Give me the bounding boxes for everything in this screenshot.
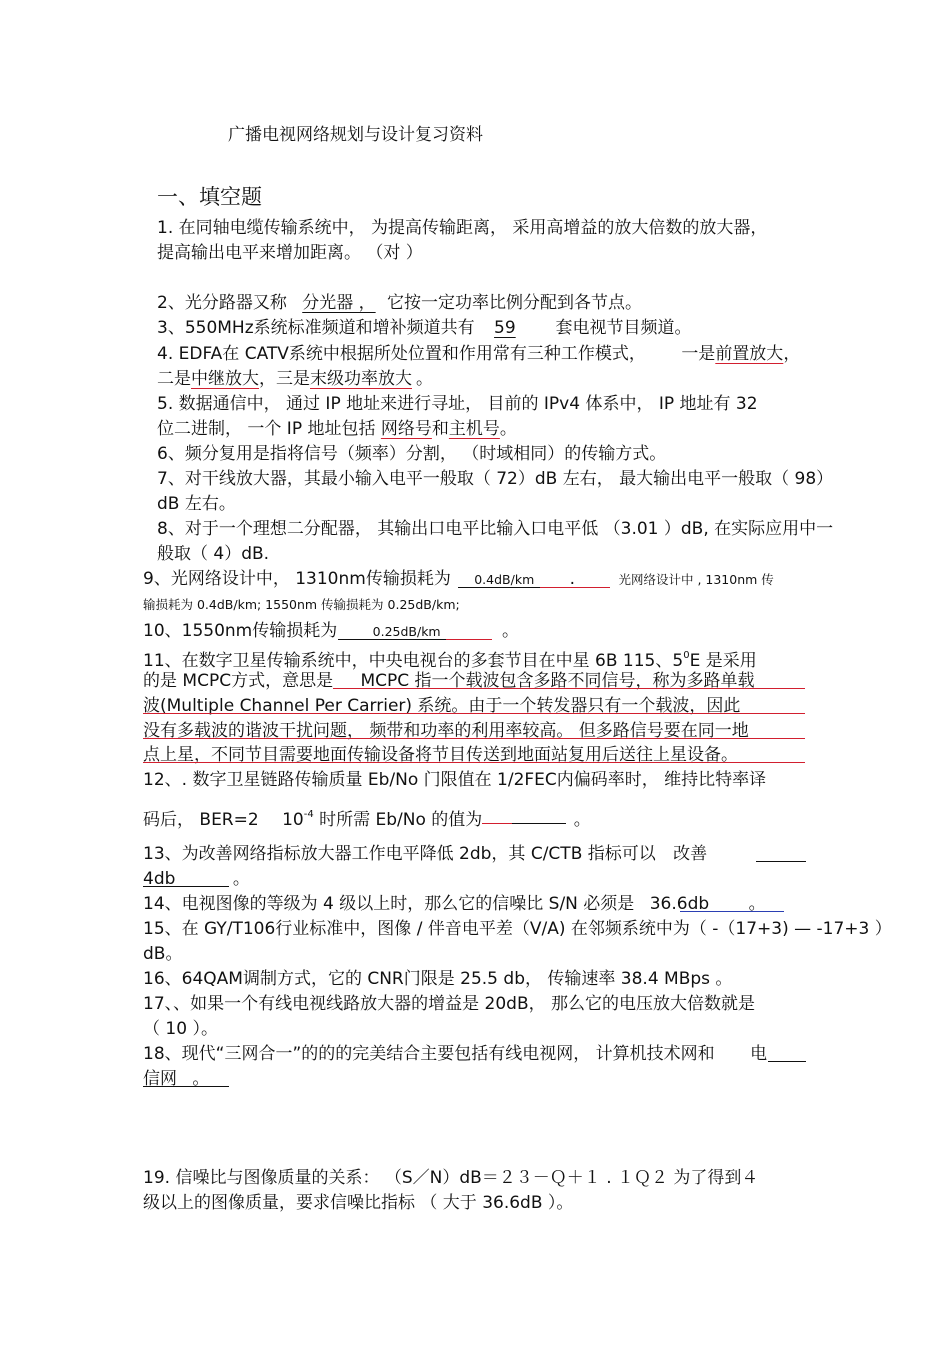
- q11-degree-sup: 0: [683, 650, 690, 661]
- q4-mode-2-label: 二是: [157, 369, 191, 389]
- q3-answer: 59: [494, 318, 516, 338]
- q11-line-4: 没有多载波的谐波干扰问题， 频带和功率的利用率较高。 但多路信号要在同一地: [143, 721, 749, 741]
- q2-line: [157, 292, 642, 314]
- q9-blank-underline: [458, 587, 540, 588]
- q4-answer-2: 中继放大: [191, 369, 259, 389]
- q14-prefix: 14、电视图像的等级为 4 级以上时，那么它的信噪比 S/N 必须是: [143, 894, 635, 914]
- q14-line: [143, 893, 766, 915]
- q11-line-1: [143, 645, 757, 672]
- q10-blank-underline: [338, 639, 446, 640]
- q11-underline-2: [143, 713, 805, 714]
- q16-line: 16、64QAM调制方式，它的 CNR门限是 25.5 db， 传输速率 38.4 MBps 。: [143, 969, 733, 989]
- q11-line-3: 波(Multiple Channel Per Carrier) 系统。由于一个转发器只有一个载波，因此: [143, 696, 741, 716]
- q3-line: [157, 317, 691, 339]
- q13-prefix: 13、为改善网络指标放大器工作电平降低 2db，其 C/CTB 指标可以: [143, 844, 656, 864]
- q9-note: 光网络设计中 , 1310nm 传: [618, 572, 774, 587]
- q3-suffix: 套电视节目频道。: [555, 318, 692, 338]
- q18-prefix: 18、现代“三网合一”的的的完美结合主要包括有线电视网， 计算机技术网和: [143, 1044, 715, 1064]
- q6-line: 6、频分复用是指将信号（频率）分割， （时域相同）的传输方式。: [157, 444, 667, 464]
- q15-line-2: dB。: [143, 944, 183, 964]
- q4-line-1: [157, 343, 800, 365]
- q4-line-2: [157, 368, 433, 390]
- q11-prefix: 的是 MCPC方式，意思是: [143, 671, 334, 691]
- q9-prefix: 9、光网络设计中， 1310nm传输损耗为: [143, 569, 451, 589]
- q5-line-2: [157, 418, 517, 440]
- q4-comma: ，: [783, 344, 801, 364]
- q12-end: 。: [573, 810, 591, 830]
- q19-line-2: 级以上的图像质量，要求信噪比指标 （ 大于 36.6dB ）。: [143, 1193, 574, 1213]
- q17-line-1: 17、、如果一个有线电视线路放大器的增益是 20dB， 那么它的电压放大倍数就是: [143, 994, 756, 1014]
- q10-prefix: 10、1550nm传输损耗为: [143, 621, 338, 641]
- section-heading: 一、填空题: [157, 185, 262, 209]
- q14-end: 。: [748, 894, 766, 914]
- q14-answer-underline: [680, 911, 784, 912]
- q9-answer-underline: [540, 587, 610, 588]
- q13-line-1: [143, 843, 707, 865]
- q5-prefix: 位二进制， 一个 IP 地址包括: [157, 419, 376, 439]
- q13-answer-2: 4db: [143, 869, 176, 889]
- q7-line-1: 7、对干线放大器，其最小输入电平一般取（ 72）dB 左右， 最大输出电平一般取（ 98）: [157, 469, 834, 489]
- q11-line-5: 点上星，不同节目需要地面传输设备将节目传送到地面站复用后送往上星设备。: [143, 745, 738, 765]
- document-title: 广播电视网络规划与设计复习资料: [228, 125, 483, 145]
- q18-line-1: [143, 1043, 767, 1065]
- q4-end: 。: [416, 369, 433, 389]
- q11-underline-4: [143, 762, 805, 763]
- q5-answer-1: 网络号: [380, 419, 432, 439]
- q4-answer-3: 末级功率放大: [310, 369, 412, 389]
- q3-prefix: 3、550MHz系统标准频道和增补频道共有: [157, 318, 475, 338]
- q11-underline-1: [333, 688, 805, 689]
- q7-line-2: dB 左右。: [157, 494, 236, 514]
- q4-answer-1: 前置放大: [715, 344, 784, 364]
- q10-end: 。: [502, 621, 520, 641]
- q8-line-2: 般取（ 4）dB.: [157, 544, 270, 564]
- q18-answer-2: 信网: [143, 1069, 177, 1089]
- q12-underline-black: [512, 823, 566, 824]
- q9-dot: .: [569, 569, 576, 589]
- q19-line-1: 19. 信噪比与图像质量的关系： （S／N）dB＝２３－Ｑ＋１ . １Ｑ２ 为了得到４: [143, 1168, 759, 1188]
- q13-end: 。: [232, 869, 250, 889]
- q5-and: 和: [431, 419, 449, 439]
- q11-text-2: E 是采用: [689, 651, 757, 671]
- q1-line-1: 1. 在同轴电缆传输系统中， 为提高传输距离， 采用高增益的放大倍数的放大器，: [157, 218, 768, 238]
- q2-answer: 分光器 ，: [302, 293, 376, 313]
- q17-line-2: （ 10 ）。: [143, 1019, 218, 1039]
- q12-exponent-sup: -4: [303, 809, 314, 820]
- q15-line-1: 15、在 GY/T106行业标准中，图像 / 伴音电平差（V/A) 在邻频系统中为（ -（17+3) — -17+3 ）: [143, 919, 892, 939]
- q8-line-1: 8、对于一个理想二分配器， 其输出口电平比输入口电平低 （3.01 ）dB, 在实际应用中一: [157, 519, 834, 539]
- q13-answer-1: 改善: [673, 844, 708, 864]
- q18-underline-2: [143, 1086, 229, 1087]
- q12-line-1: 12、. 数字卫星链路传输质量 Eb/No 门限值在 1/2FEC内偏码率时， 维持比特率译: [143, 770, 767, 790]
- q14-answer: 36.6db: [649, 894, 710, 914]
- q5-line-1: 5. 数据通信中， 通过 IP 地址来进行寻址， 目前的 IPv4 体系中， IP 地址有 32: [157, 394, 758, 414]
- q11-answer-1: MCPC 指一个载波包含多路不同信号，称为多路单载: [360, 671, 755, 691]
- q12-prefix: 码后， BER=2: [143, 810, 259, 830]
- q5-end: 。: [499, 419, 517, 439]
- q4-prefix: 4. EDFA在 CATV系统中根据所处位置和作用常有三种工作模式，: [157, 344, 646, 364]
- q18-end: 。: [192, 1069, 210, 1089]
- q2-prefix: 2、光分路器又称: [157, 293, 287, 313]
- q10-answer-underline: [446, 639, 492, 640]
- q1-line-2: 提高输出电平来增加距离。 （对 ）: [157, 243, 423, 263]
- q12-middle: 时所需 Eb/No 的值为: [319, 810, 483, 830]
- q11-text-1: 11、在数字卫星传输系统中，中央电视台的多套节目在中星 6B 115、5: [143, 651, 684, 671]
- q9-line-2: 输损耗为 0.4dB/km; 1550nm 传输损耗为 0.25dB/km;: [143, 597, 460, 612]
- q10-answer: 0.25dB/km: [372, 624, 441, 639]
- q12-underline-red: [482, 823, 512, 824]
- q2-suffix: 它按一定功率比例分配到各节点。: [387, 293, 643, 313]
- q4-mode-1-label: 一是: [681, 344, 716, 364]
- q13-underline-2: [143, 886, 229, 887]
- q13-underline-1: [756, 861, 806, 862]
- q5-answer-2: 主机号: [448, 419, 500, 439]
- q12-line-2: [143, 804, 591, 831]
- q9-answer: 0.4dB/km: [474, 572, 535, 587]
- q18-underline-1: [768, 1061, 806, 1062]
- q4-mode-3-label: ，三是: [259, 369, 310, 389]
- q11-underline-3: [143, 738, 805, 739]
- q18-answer-1: 电: [750, 1044, 768, 1064]
- q12-ten: 10: [282, 810, 304, 830]
